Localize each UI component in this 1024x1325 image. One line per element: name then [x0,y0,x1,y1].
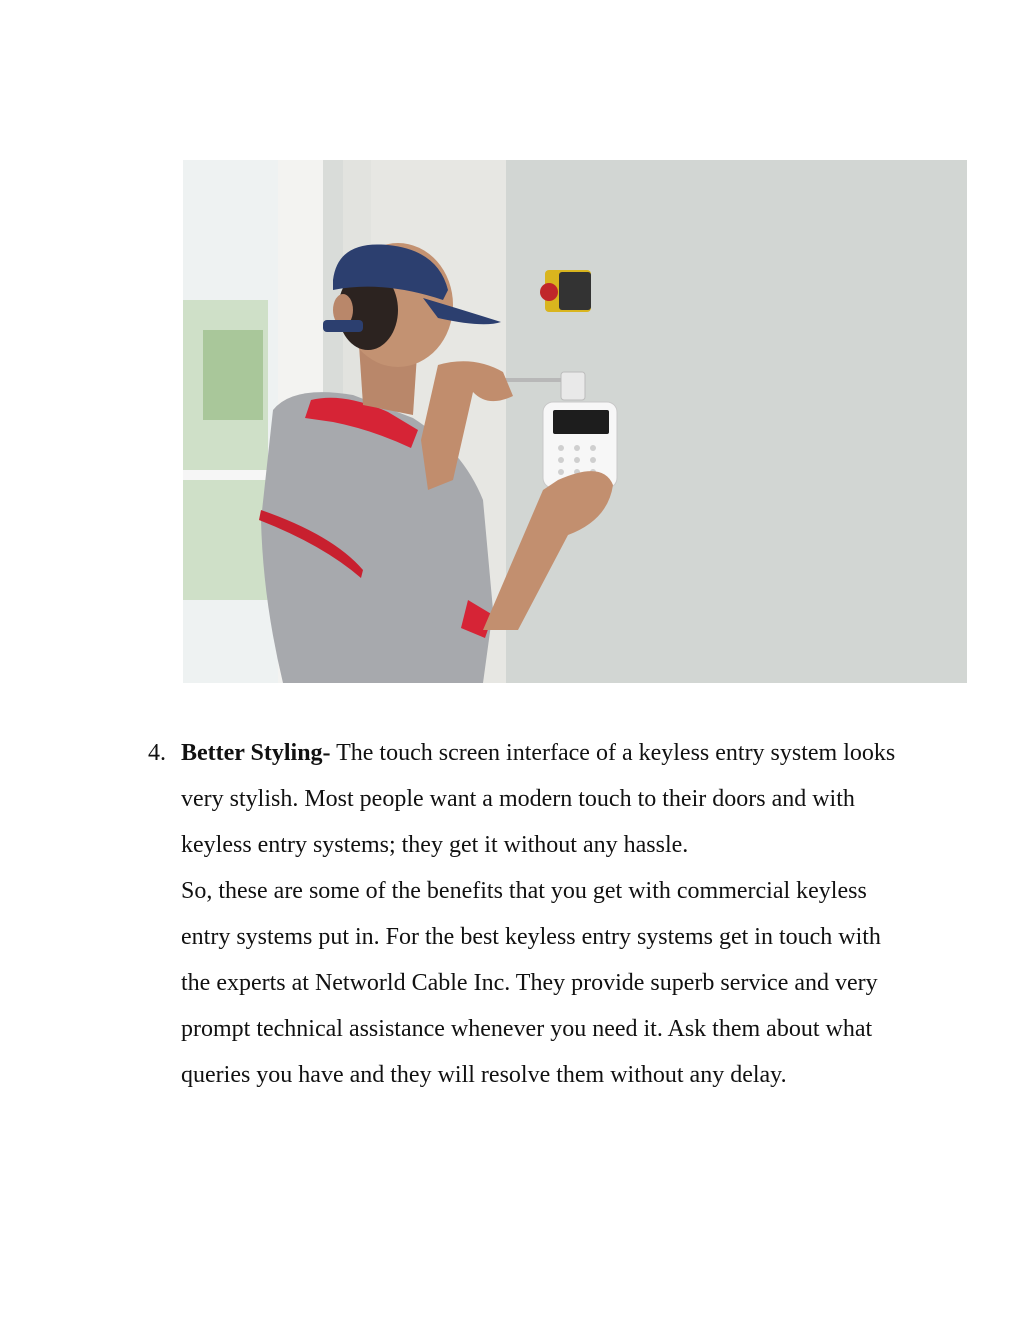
list-item [181,730,911,1098]
list-item-number: 4. [148,740,166,766]
technician-photo [183,160,967,683]
list-item-paragraph [181,730,911,868]
list-item-text: The touch screen interface of a keyless entry system looks very stylish. Most people want a modern touch to their doors and with keyless entry systems; they get it without any hassle. [181,740,896,858]
closing-paragraph: So, these are some of the benefits that you get with commercial keyless entry systems put in. For the best keyless entry systems get in touch with the experts at Networld Cable Inc. They provide superb service and very prompt technical assistance whenever you need it. Ask them about what queries you have and they will resolve them without any delay. [181,878,881,1088]
list-item-title: Better Styling- [181,740,331,766]
benefit-list [148,730,928,1098]
